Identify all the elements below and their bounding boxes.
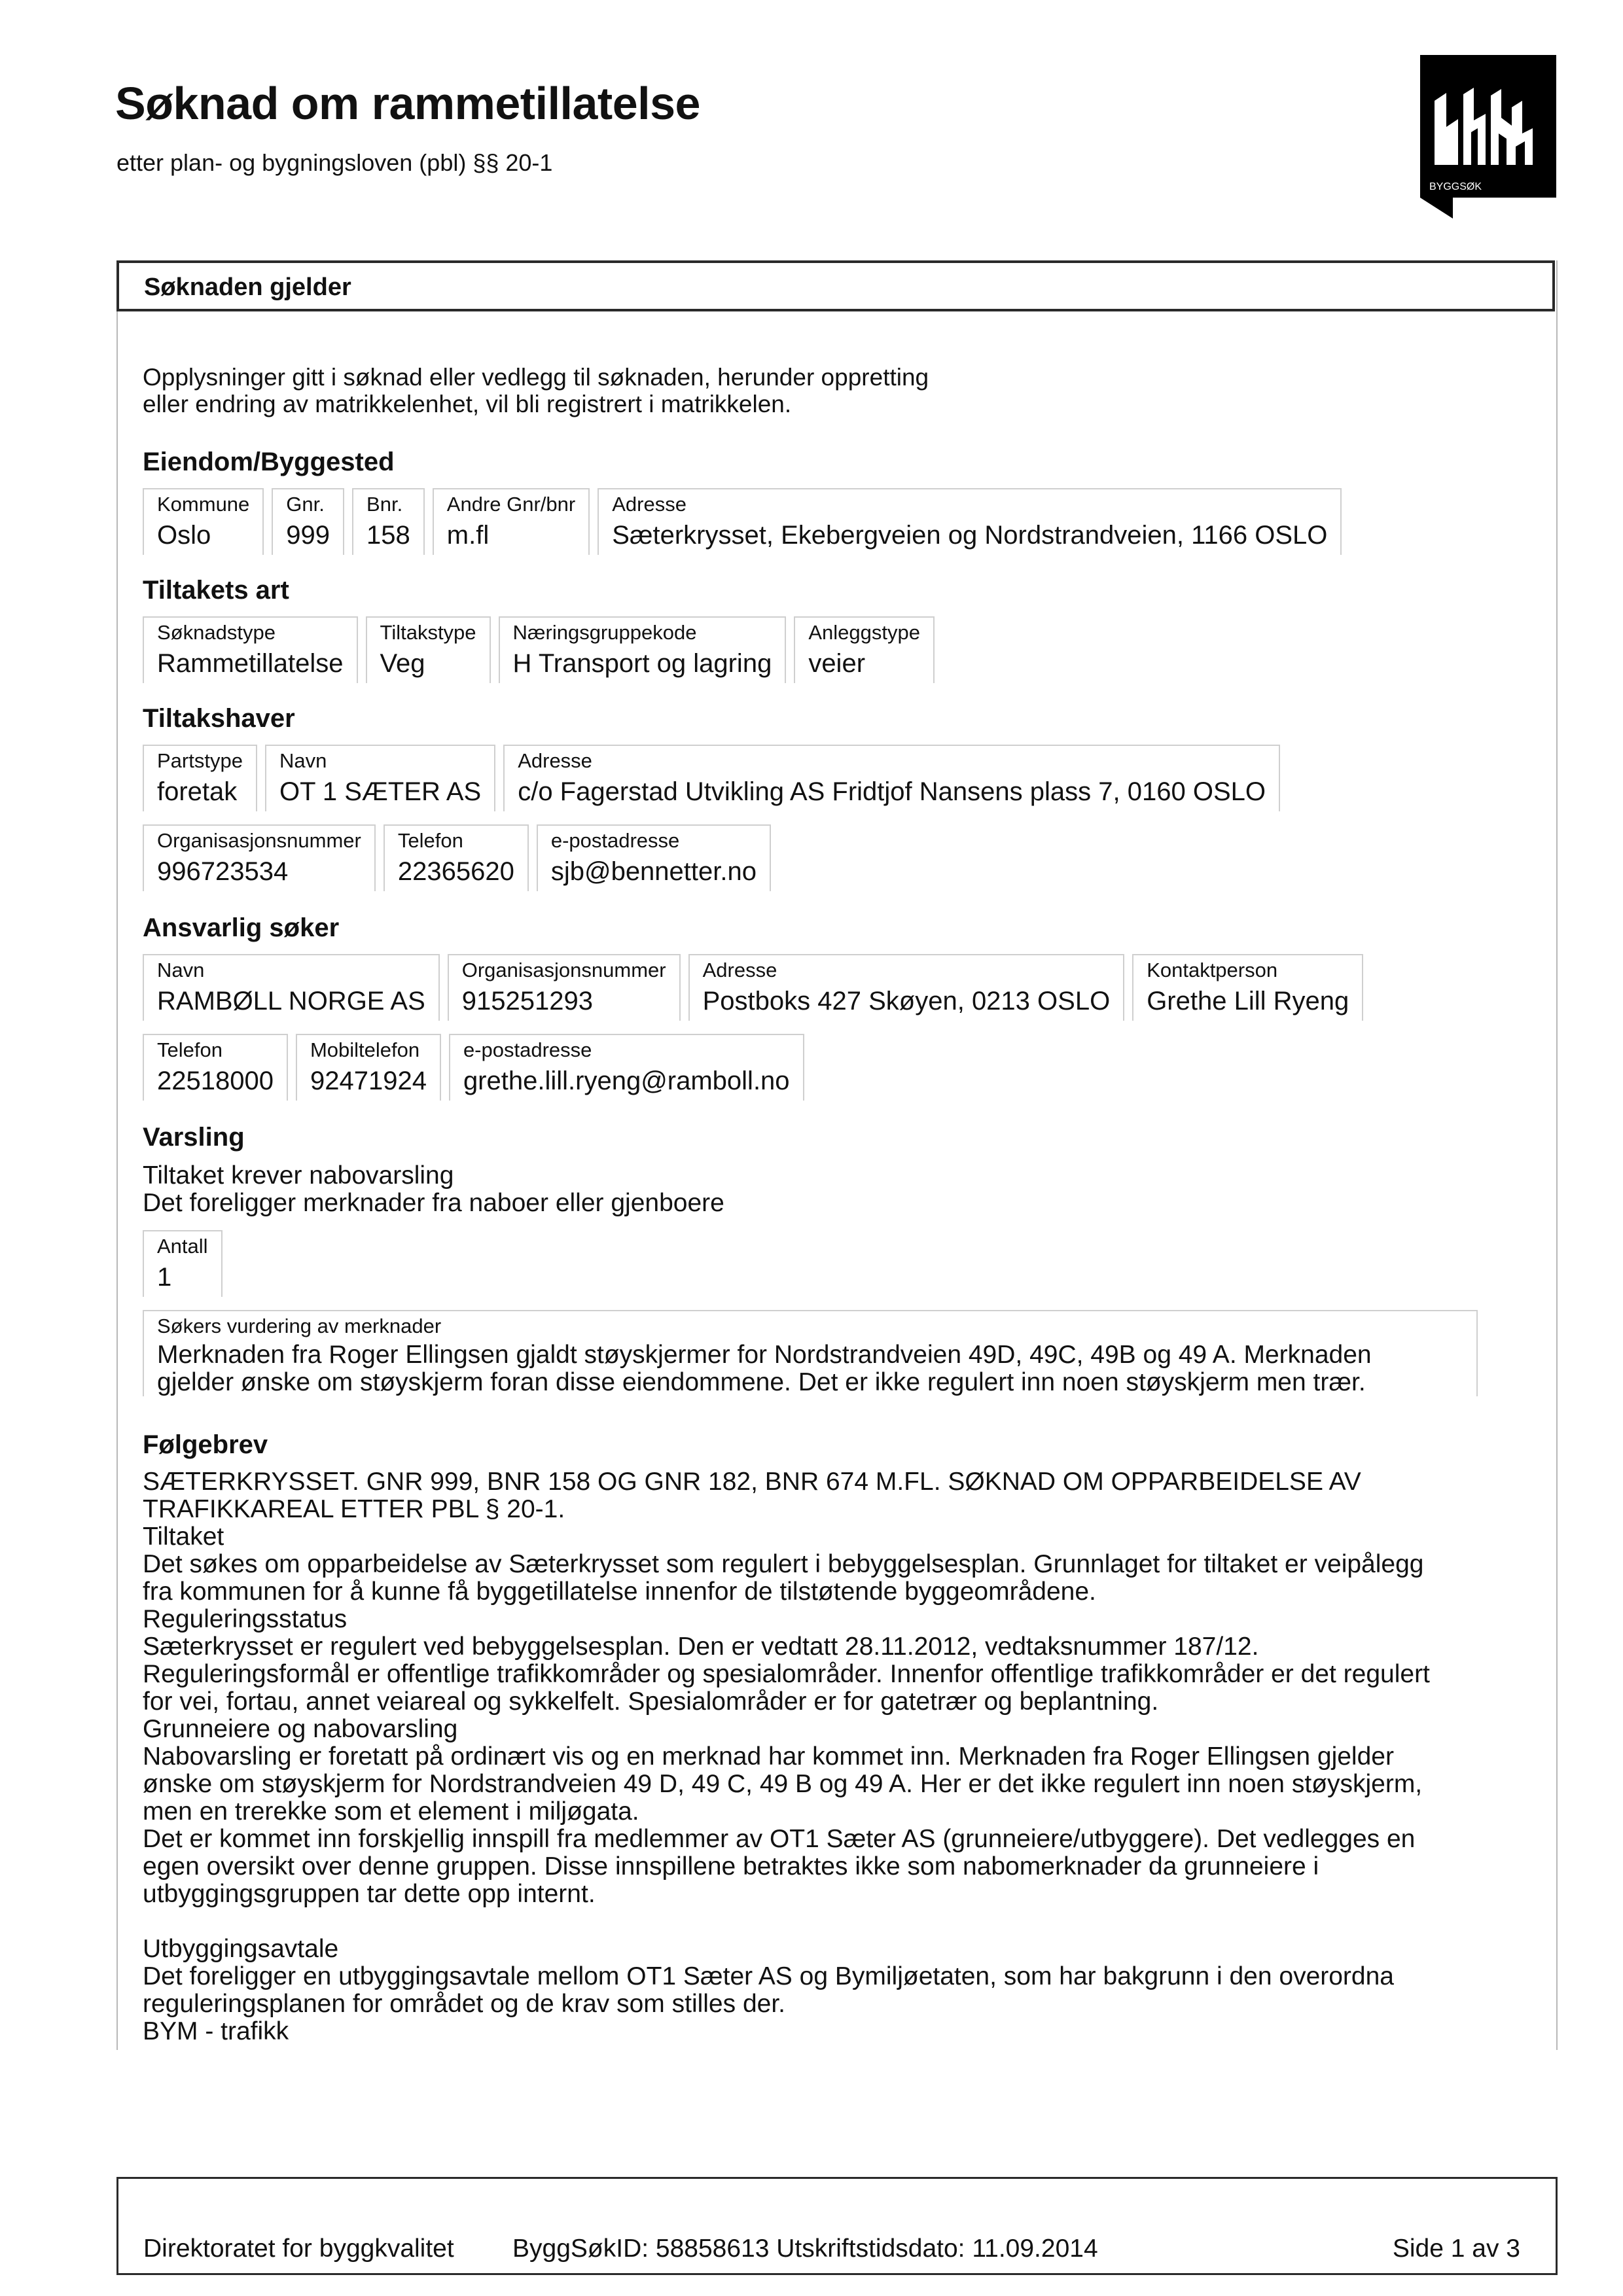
ansvarlig-row1 — [143, 954, 1363, 1021]
field-label: Telefon — [157, 1038, 223, 1061]
field-adresse — [688, 954, 1125, 1021]
field-organisasjonsnummer — [143, 824, 376, 891]
folgebrev-blank-line — [143, 1908, 1550, 1935]
field-value: 915251293 — [461, 987, 593, 1016]
varsling-antall — [143, 1230, 223, 1297]
vurdering-line: Merknaden fra Roger Ellingsen gjaldt støyskjermer for Nordstrandveien 49D, 49C, 49B og 49 A. Merknaden — [157, 1341, 1372, 1369]
field-label: Organisasjonsnummer — [461, 959, 666, 981]
field-value: H Transport og lagring — [512, 649, 772, 678]
field-value: Sæterkrysset, Ekebergveien og Nordstrandveien, 1166 OSLO — [612, 521, 1328, 550]
field-value: Oslo — [157, 521, 211, 550]
field-label: e-postadresse — [550, 829, 680, 852]
field-adresse — [597, 488, 1342, 555]
field-label: Navn — [279, 749, 327, 772]
field-sokers-vurdering — [143, 1310, 1478, 1396]
footer-org: Direktoratet for byggkvalitet — [143, 2234, 454, 2263]
intro-line: Opplysninger gitt i søknad eller vedlegg til søknaden, herunder oppretting — [143, 364, 929, 391]
varsling-vurdering — [143, 1310, 1478, 1396]
tiltakshaver-row2 — [143, 824, 771, 891]
field-value: m.fl — [446, 521, 490, 550]
vurdering-line: gjelder ønske om støyskjerm foran disse eiendommene. Det er ikke regulert inn noen støyskjerm men trær. — [157, 1368, 1366, 1396]
field-kontaktperson — [1132, 954, 1363, 1021]
field-organisasjonsnummer — [448, 954, 681, 1021]
field-label: Kontaktperson — [1147, 959, 1278, 981]
field-value: c/o Fagerstad Utvikling AS Fridtjof Nansens plass 7, 0160 OSLO — [518, 777, 1266, 806]
field-value — [157, 1341, 1463, 1396]
eiendom-fields — [143, 488, 1342, 555]
field-label: Gnr. — [286, 493, 325, 516]
intro-text — [143, 364, 929, 417]
folgebrev-line: Utbyggingsavtale — [143, 1935, 339, 1963]
field-gnr — [272, 488, 344, 555]
field-label: Adresse — [612, 493, 687, 516]
field-value: Rammetillatelse — [157, 649, 344, 678]
field-value: RAMBØLL NORGE AS — [157, 987, 425, 1016]
field-label: Tiltakstype — [380, 621, 476, 644]
varsling-line: Tiltaket krever nabovarsling — [143, 1161, 454, 1190]
field-telefon — [143, 1034, 288, 1101]
tiltakshaver-row1 — [143, 745, 1280, 811]
folgebrev-line: Reguleringsformål er offentlige trafikkområder og spesialområder. Innenfor offentlige trafikkområder er det regulert — [143, 1660, 1430, 1688]
heading-folgebrev: Følgebrev — [143, 1430, 268, 1459]
folgebrev-line: BYM - trafikk — [143, 2017, 289, 2045]
field-tiltakstype — [366, 616, 491, 683]
heading-varsling: Varsling — [143, 1123, 245, 1152]
folgebrev-line: Det søkes om opparbeidelse av Sæterkrysset som regulert i bebyggelsesplan. Grunnlaget for tiltaket er veipålegg — [143, 1550, 1424, 1578]
field-label: Anleggstype — [808, 621, 920, 644]
field-e-postadresse — [449, 1034, 804, 1101]
ansvarlig-row2 — [143, 1034, 804, 1101]
field-antall — [143, 1230, 223, 1297]
field-value: veier — [808, 649, 866, 678]
folgebrev-line: Nabovarsling er foretatt på ordinært vis og en merknad har kommet inn. Merknaden fra Roger Ellingsen gjelder — [143, 1742, 1394, 1771]
folgebrev-line: utbyggingsgruppen tar dette opp internt. — [143, 1880, 596, 1908]
field-value: 999 — [286, 521, 330, 550]
field-soknadstype — [143, 616, 358, 683]
section-header — [116, 260, 1555, 311]
field-value: Veg — [380, 649, 425, 678]
folgebrev-text — [143, 1468, 1550, 2045]
folgebrev-line: fra kommunen for å kunne få byggetillatelse innenfor de tilstøtende byggeområdene. — [143, 1578, 1096, 1606]
field-label: Telefon — [397, 829, 463, 852]
field-andre-gnr-bnr — [433, 488, 590, 555]
field-value: 1 — [157, 1263, 172, 1292]
field-label: Adresse — [702, 959, 777, 981]
folgebrev-line: Reguleringsstatus — [143, 1605, 348, 1633]
heading-ansvarlig-soker: Ansvarlig søker — [143, 913, 340, 942]
field-label: Bnr. — [366, 493, 403, 516]
field-navn — [265, 745, 495, 811]
field-label: Navn — [157, 959, 205, 981]
field-partstype — [143, 745, 257, 811]
field-kommune — [143, 488, 264, 555]
page-title: Søknad om rammetillatelse — [115, 78, 700, 129]
field-label: Søkers vurdering av merknader — [157, 1315, 442, 1337]
page-footer — [116, 2177, 1558, 2275]
varsling-line: Det foreligger merknader fra naboer eller gjenboere — [143, 1189, 724, 1217]
field-label: Næringsgruppekode — [512, 621, 697, 644]
field-navn — [143, 954, 440, 1021]
folgebrev-line: TRAFIKKAREAL ETTER PBL § 20-1. — [143, 1495, 565, 1523]
field-label: Organisasjonsnummer — [157, 829, 361, 852]
field-label: Partstype — [157, 749, 243, 772]
logo-text: BYGGSØK — [1429, 181, 1482, 192]
byggsok-logo — [1420, 55, 1556, 219]
field-telefon — [383, 824, 529, 891]
field-value: 158 — [366, 521, 410, 550]
heading-tiltakshaver: Tiltakshaver — [143, 704, 295, 733]
section-title: Søknaden gjelder — [144, 274, 351, 301]
field-value: grethe.lill.ryeng@ramboll.no — [463, 1067, 790, 1095]
field-label: Kommune — [157, 493, 250, 516]
field-label: Adresse — [518, 749, 592, 772]
folgebrev-line: reguleringsplanen for området og de krav som stilles der. — [143, 1990, 786, 2018]
field-bnr — [352, 488, 425, 555]
footer-page-number: Side 1 av 3 — [1392, 2234, 1520, 2263]
field-naeringsgruppekode — [499, 616, 787, 683]
tiltak-fields — [143, 616, 935, 683]
field-label: Mobiltelefon — [310, 1038, 420, 1061]
field-value: Postboks 427 Skøyen, 0213 OSLO — [702, 987, 1111, 1016]
intro-line: eller endring av matrikkelenhet, vil bli registrert i matrikkelen. — [143, 391, 792, 417]
field-label: Antall — [157, 1235, 208, 1258]
folgebrev-line: men en trerekke som et element i miljøgata. — [143, 1797, 639, 1826]
field-value: 996723534 — [157, 857, 289, 886]
field-value: 92471924 — [310, 1067, 427, 1095]
field-label: Søknadstype — [157, 621, 276, 644]
folgebrev-line: egen oversikt over denne gruppen. Disse innspillene betraktes ikke som nabomerknader da grunneiere i — [143, 1852, 1319, 1881]
field-value: sjb@bennetter.no — [550, 857, 757, 886]
heading-eiendom: Eiendom/Byggested — [143, 448, 395, 476]
folgebrev-line: Tiltaket — [143, 1523, 224, 1551]
field-value: foretak — [157, 777, 238, 806]
field-value: 22365620 — [397, 857, 514, 886]
folgebrev-line: Sæterkrysset er regulert ved bebyggelsesplan. Den er vedtatt 28.11.2012, vedtaksnummer 187/12. — [143, 1633, 1259, 1661]
heading-tiltak: Tiltakets art — [143, 576, 289, 605]
page-subtitle: etter plan- og bygningsloven (pbl) §§ 20-1 — [116, 149, 553, 176]
field-value: 22518000 — [157, 1067, 274, 1095]
field-value: OT 1 SÆTER AS — [279, 777, 482, 806]
field-e-postadresse — [537, 824, 771, 891]
varsling-text — [143, 1162, 724, 1217]
footer-id: ByggSøkID: 58858613 Utskriftstidsdato: 11.09.2014 — [512, 2234, 1098, 2263]
folgebrev-line: SÆTERKRYSSET. GNR 999, BNR 158 OG GNR 182, BNR 674 M.FL. SØKNAD OM OPPARBEIDELSE AV — [143, 1468, 1361, 1496]
field-label: e-postadresse — [463, 1038, 592, 1061]
field-mobiltelefon — [296, 1034, 441, 1101]
field-value: Grethe Lill Ryeng — [1147, 987, 1349, 1016]
field-label: Andre Gnr/bnr — [446, 493, 576, 516]
folgebrev-line: ønske om støyskjerm for Nordstrandveien 49 D, 49 C, 49 B og 49 A. Her er det ikke regulert inn noen støyskjerm, — [143, 1770, 1423, 1798]
field-anleggstype — [794, 616, 935, 683]
folgebrev-line: Det foreligger en utbyggingsavtale mellom OT1 Sæter AS og Bymiljøetaten, som har bakgrunn i den overordna — [143, 1962, 1394, 1990]
folgebrev-line: Det er kommet inn forskjellig innspill fra medlemmer av OT1 Sæter AS (grunneiere/utbyggere). Det vedlegges en — [143, 1825, 1416, 1853]
folgebrev-line: Grunneiere og nabovarsling — [143, 1715, 458, 1743]
field-adresse — [503, 745, 1280, 811]
folgebrev-line: for vei, fortau, annet veiareal og sykkelfelt. Spesialområder er for gatetrær og beplantning. — [143, 1687, 1159, 1716]
